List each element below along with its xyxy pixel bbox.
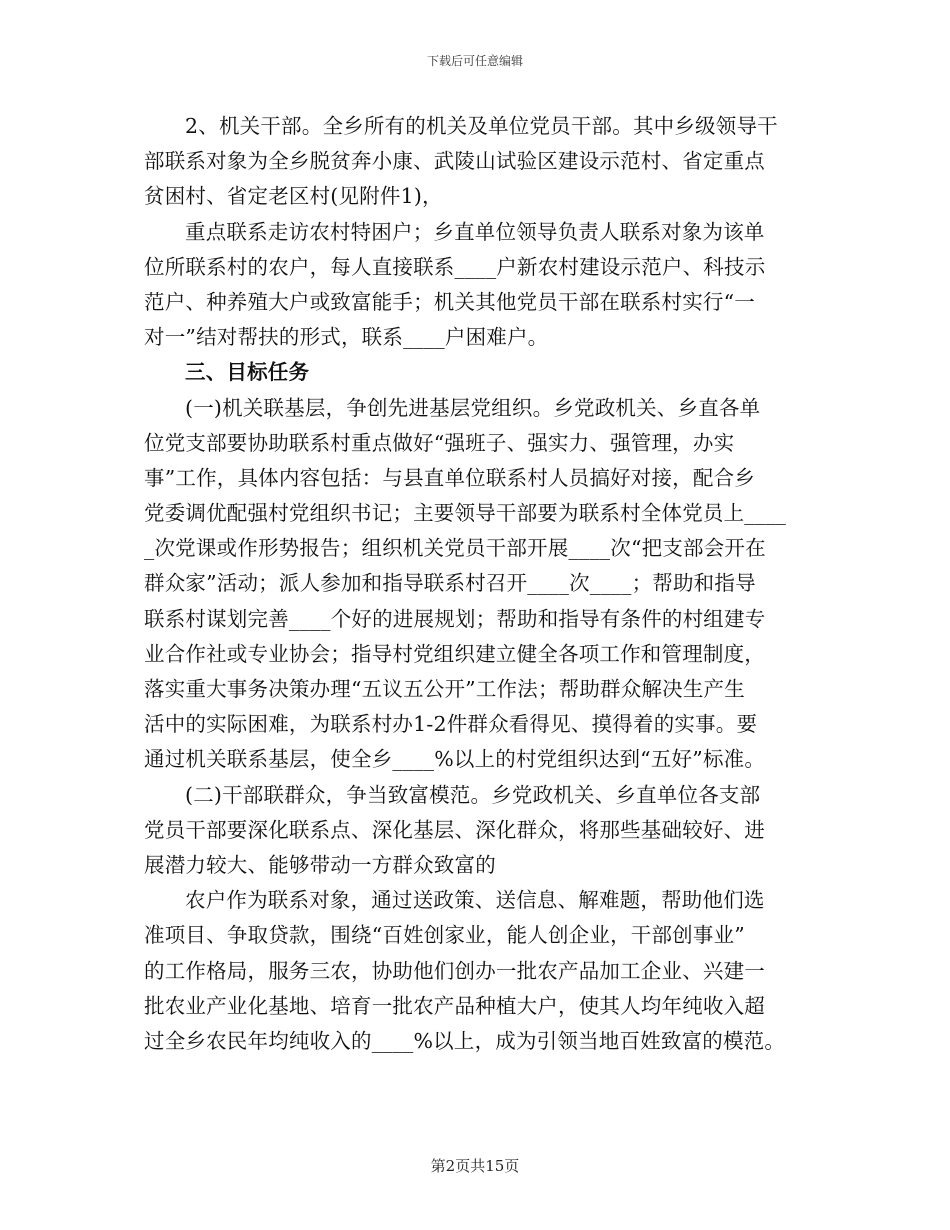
text-line: 范户、种养殖大户或致富能手；机关其他党员干部在联系村实行“一 — [144, 289, 755, 314]
document-body — [144, 109, 806, 1059]
text-line: 位所联系村的农户，每人直接联系____户新农村建设示范户、科技示 — [144, 254, 766, 279]
text-line: (一)机关联基层，争创先进基层党组织。乡党政机关、乡直各单 — [185, 395, 761, 420]
text-line: 批农业产业化基地、培育一批农产品种植大户，使其人均年纯收入超 — [144, 993, 765, 1018]
text-line: 通过机关联系基层，使全乡____%以上的村党组织达到“五好”标准。 — [144, 747, 766, 772]
text-line: (二)干部联群众，争当致富模范。乡党政机关、乡直单位各支部 — [185, 782, 761, 807]
text-line: 准项目、争取贷款，围绕“百姓创家业，能人创企业，干部创事业” — [144, 923, 745, 948]
text-line: 对一”结对帮扶的形式，联系____户困难户。 — [144, 325, 549, 350]
section-heading: 三、目标任务 — [185, 360, 310, 385]
page-number: 第2页共15页 — [430, 1157, 520, 1175]
text-line: 联系村谋划完善____个好的进展规划；帮助和指导有条件的村组建专 — [144, 606, 766, 631]
text-line: 党委调优配强村党组织书记；主要领导干部要为联系村全体党员上____ — [144, 501, 787, 526]
text-line: 贫困村、省定老区村(见附件1)， — [144, 184, 443, 209]
text-line: 2、机关干部。全乡所有的机关及单位党员干部。其中乡级领导干 — [185, 114, 778, 138]
text-line: _次党课或作形势报告；组织机关党员干部开展____次“把支部会开在 — [144, 536, 766, 561]
text-line: 落实重大事务决策办理“五议五公开”工作法；帮助群众解决生产生 — [144, 677, 745, 701]
text-line: 业合作社或专业协会；指导村党组织建立健全各项工作和管理制度， — [144, 641, 765, 666]
text-line: 党员干部要深化联系点、深化基层、深化群众，将那些基础较好、进 — [144, 817, 765, 842]
page-header-note: 下载后可任意编辑 — [426, 54, 523, 68]
text-line: 位党支部要协助联系村重点做好“强班子、强实力、强管理，办实 — [144, 430, 735, 455]
text-line: 活中的实际困难，为联系村办1-2件群众看得见、摸得着的实事。要 — [144, 712, 758, 737]
text-line: 事”工作，具体内容包括：与县直单位联系村人员搞好对接，配合乡 — [144, 465, 755, 490]
text-line: 农户作为联系对象，通过送政策、送信息、解难题，帮助他们选 — [185, 888, 765, 913]
text-line: 重点联系走访农村特困户；乡直单位领导负责人联系对象为该单 — [185, 219, 765, 244]
text-line: 展潜力较大、能够带动一方群众致富的 — [144, 852, 496, 877]
text-line: 群众家”活动；派人参加和指导联系村召开____次____；帮助和指导 — [144, 571, 756, 596]
text-line: 部联系对象为全乡脱贫奔小康、武陵山试验区建设示范村、省定重点 — [144, 149, 765, 174]
text-line: 的工作格局，服务三农，协助他们创办一批农产品加工企业、兴建一 — [144, 958, 765, 983]
text-line: 过全乡农民年均纯收入的____%以上，成为引领当地百姓致富的模范。 — [144, 1028, 786, 1053]
